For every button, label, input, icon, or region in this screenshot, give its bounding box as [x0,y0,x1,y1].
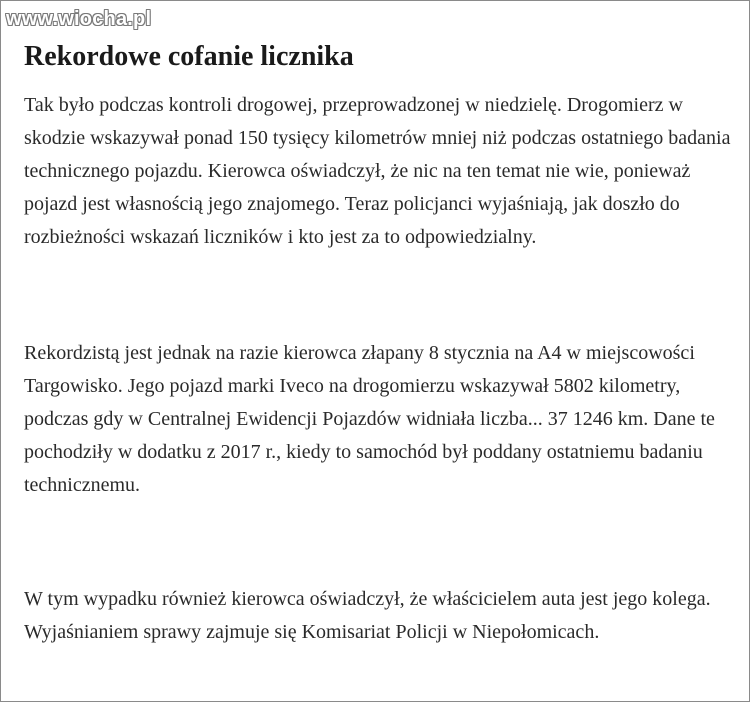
article-paragraph-3: W tym wypadku również kierowca oświadczył, że właścicielem auta jest jego kolega. Wyjaśnianiem sprawy zajmuje się Komisariat Policji w Niepołomicach. [24,588,711,643]
article-paragraph-1: Tak było podczas kontroli drogowej, przeprowadzonej w niedzielę. Drogomierz w skodzie wskazywał ponad 150 tysięcy kilometrów mniej niż podczas ostatniego badania technicznego pojazdu. Kierowca oświadczył, że nic na ten temat nie wie, ponieważ pojazd jest własnością jego znajomego. Teraz policjanci wyjaśniają, jak doszło do rozbieżności wskazań liczników i kto jest za to odpowiedzialny. [24,94,731,248]
site-watermark: www.wiocha.pl [6,8,152,30]
article-title: Rekordowe cofanie licznika [24,41,354,72]
article-paragraph-2: Rekordzistą jest jednak na razie kierowca złapany 8 stycznia na A4 w miejscowości Targowisko. Jego pojazd marki Iveco na drogomierzu wskazywał 5802 kilometry, podczas gdy w Centralnej Ewidencji Pojazdów widniała liczba... 37 1246 km. Dane te pochodziły w dodatku z 2017 r., kiedy to samochód był poddany ostatniemu badaniu technicznemu. [24,342,715,496]
